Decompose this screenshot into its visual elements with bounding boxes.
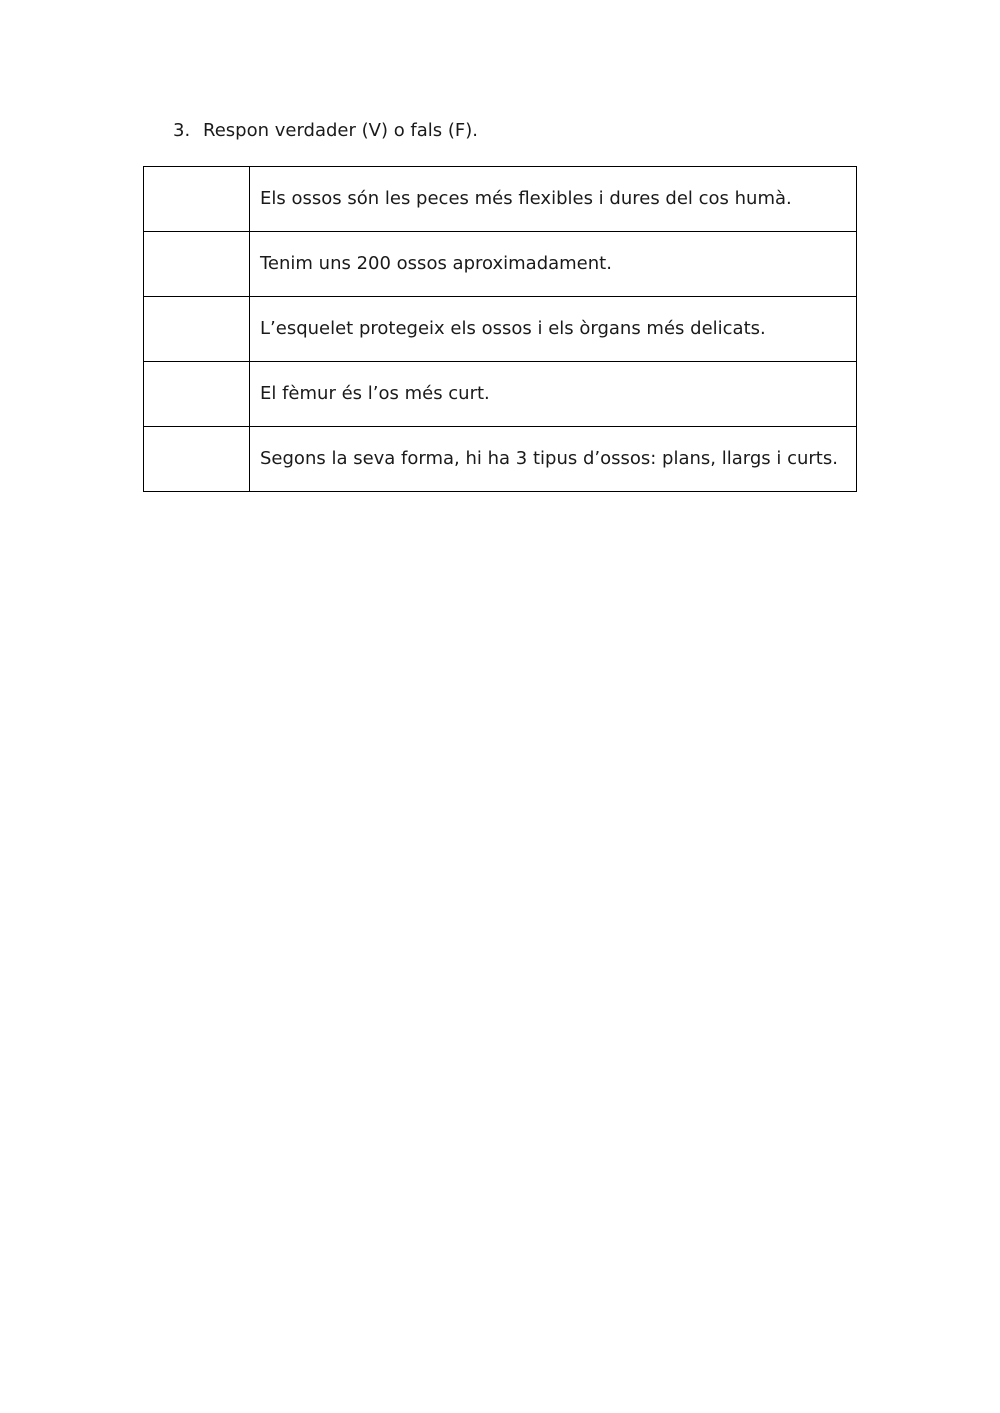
exercise-heading: [173, 119, 478, 143]
answer-cell[interactable]: [144, 427, 250, 492]
table-row: [144, 232, 857, 297]
answer-cell[interactable]: [144, 297, 250, 362]
answer-cell[interactable]: [144, 362, 250, 427]
table-row: [144, 297, 857, 362]
statement-cell: Segons la seva forma, hi ha 3 tipus d’ossos: plans, llargs i curts.: [250, 427, 857, 492]
answer-cell[interactable]: [144, 167, 250, 232]
table-row: [144, 427, 857, 492]
statement-cell: El fèmur és l’os més curt.: [250, 362, 857, 427]
true-false-table: [143, 166, 857, 492]
table-row: [144, 167, 857, 232]
exercise-instruction: Respon verdader (V) o fals (F).: [203, 120, 479, 141]
statement-cell: Tenim uns 200 ossos aproximadament.: [250, 232, 857, 297]
exercise-number: 3.: [173, 120, 191, 141]
statement-cell: L’esquelet protegeix els ossos i els òrgans més delicats.: [250, 297, 857, 362]
answer-cell[interactable]: [144, 232, 250, 297]
statement-cell: Els ossos són les peces més flexibles i dures del cos humà.: [250, 167, 857, 232]
table-row: [144, 362, 857, 427]
